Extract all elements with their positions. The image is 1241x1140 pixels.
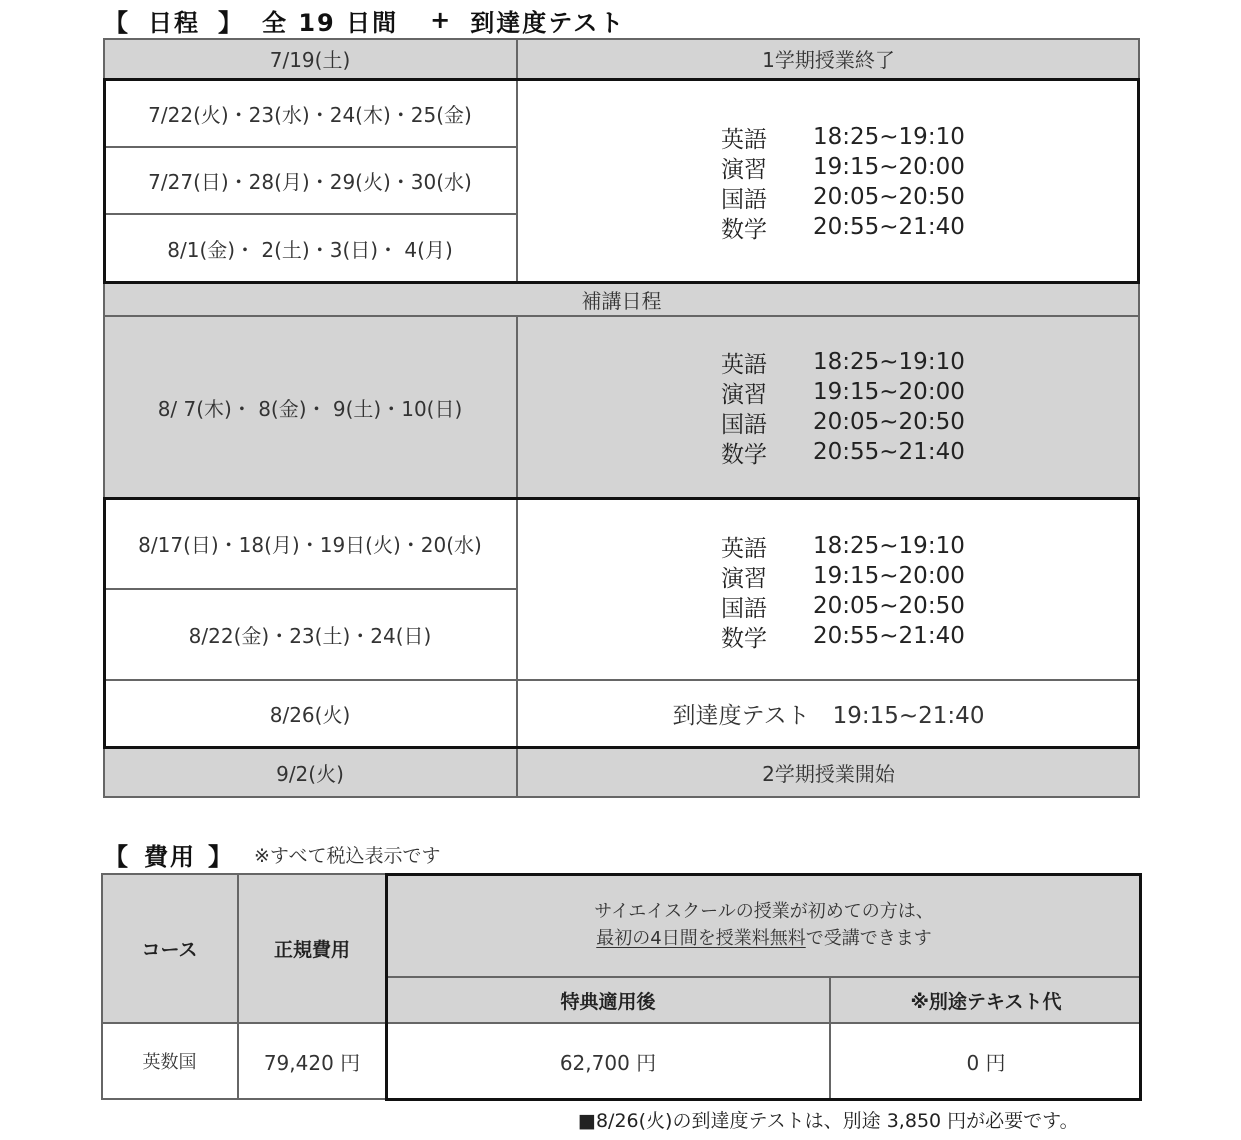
timetable-row bbox=[721, 621, 965, 651]
subject-english: 英語 bbox=[721, 535, 767, 562]
cost-bracket-open: 【 bbox=[104, 842, 130, 871]
cost-border-left bbox=[101, 873, 103, 1100]
test-fee-note-text: ■8/26(火)の到達度テストは、別途 3,850 円が必要です。 bbox=[578, 1109, 1079, 1132]
block1-date-1-text: 7/22(火)・23(水)・24(木)・25(金) bbox=[148, 102, 472, 127]
timetable-row bbox=[721, 591, 965, 621]
time-japanese: 20:05~20:50 bbox=[813, 593, 965, 619]
col-after-header bbox=[386, 977, 830, 1023]
makeup-label-cell bbox=[103, 282, 1140, 316]
subject-english: 英語 bbox=[721, 351, 767, 378]
promo-line2-rest: で受講できます bbox=[805, 928, 932, 949]
block1-timetable bbox=[721, 122, 965, 242]
timetable-row bbox=[721, 182, 965, 212]
subject-math: 数学 bbox=[721, 216, 767, 243]
regular-cell bbox=[238, 1023, 386, 1099]
heading-bracket-open: 【 bbox=[104, 8, 130, 37]
start-term-desc-cell bbox=[517, 747, 1140, 797]
start-term-desc: 2学期授業開始 bbox=[762, 761, 895, 786]
test-date: 8/26(火) bbox=[269, 703, 351, 727]
col-regular-header bbox=[238, 873, 386, 1023]
block1-date-2-text: 7/27(日)・28(月)・29(火)・30(水) bbox=[148, 170, 472, 194]
block3-date-2-text: 8/22(金)・23(土)・24(日) bbox=[188, 624, 432, 648]
schedule-total-days: 全 19 日間 bbox=[262, 8, 399, 37]
text-cell bbox=[830, 1023, 1142, 1099]
promo-line1: サイエイスクールの授業が初めての方は、 bbox=[594, 901, 934, 922]
block1-date-2 bbox=[103, 147, 517, 214]
block2-date bbox=[103, 316, 517, 498]
subject-japanese: 国語 bbox=[721, 595, 767, 622]
timetable-row bbox=[721, 437, 965, 467]
col-divider-top bbox=[516, 38, 518, 282]
cost-title: 費用 bbox=[144, 842, 196, 871]
subject-japanese: 国語 bbox=[721, 411, 767, 438]
end-term-desc: 1学期授業終了 bbox=[762, 48, 895, 72]
row-divider bbox=[103, 213, 517, 215]
block2-date-text: 8/ 7(木)・ 8(金)・ 9(土)・10(日) bbox=[157, 396, 463, 421]
plus-sign: + bbox=[430, 6, 453, 34]
block3-date-2 bbox=[103, 589, 517, 680]
schedule-table bbox=[103, 38, 1140, 798]
cost-row-divider bbox=[101, 1022, 1142, 1024]
block1-date-3-text: 8/1(金)・ 2(土)・3(日)・ 4(月) bbox=[167, 237, 453, 262]
timetable-row bbox=[721, 152, 965, 182]
start-term-date-cell bbox=[103, 747, 517, 797]
timetable-row bbox=[721, 407, 965, 437]
block1-date-1 bbox=[103, 79, 517, 147]
timetable-row bbox=[721, 531, 965, 561]
heading-bracket-close: 】 bbox=[218, 8, 244, 37]
time-math: 20:55~21:40 bbox=[813, 214, 965, 240]
cost-col-divider bbox=[829, 977, 831, 1100]
course-cell bbox=[101, 1023, 238, 1099]
time-practice: 19:15~20:00 bbox=[813, 563, 965, 589]
block3-date-1 bbox=[103, 498, 517, 589]
row-divider bbox=[103, 588, 517, 590]
test-desc-cell bbox=[517, 680, 1140, 747]
time-japanese: 20:05~20:50 bbox=[813, 409, 965, 435]
row-divider bbox=[103, 679, 1140, 681]
cost-border-bottom bbox=[101, 1098, 1142, 1100]
col-course-header bbox=[101, 873, 238, 1023]
col-course-label: コース bbox=[141, 938, 198, 961]
time-english: 18:25~19:10 bbox=[813, 124, 965, 150]
timetable-row bbox=[721, 122, 965, 152]
cost-col-divider bbox=[237, 873, 239, 1100]
tax-note: ※すべて税込表示です bbox=[254, 844, 441, 867]
timetable-row bbox=[721, 377, 965, 407]
schedule-extra: 到達度テスト bbox=[470, 8, 626, 37]
subject-math: 数学 bbox=[721, 625, 767, 652]
promo-free-offer: 最初の4日間を授業料無料 bbox=[596, 928, 806, 949]
subject-math: 数学 bbox=[721, 441, 767, 468]
subject-practice: 演習 bbox=[721, 381, 767, 408]
col-divider-bottom bbox=[516, 316, 518, 798]
after-cell bbox=[386, 1023, 830, 1099]
time-english: 18:25~19:10 bbox=[813, 349, 965, 375]
time-math: 20:55~21:40 bbox=[813, 439, 965, 465]
end-term-date-cell bbox=[103, 38, 517, 79]
promo-line2 bbox=[596, 925, 931, 952]
col-after-label: 特典適用後 bbox=[560, 990, 656, 1013]
cost-row-divider bbox=[386, 976, 1142, 978]
time-math: 20:55~21:40 bbox=[813, 623, 965, 649]
table-border-left bbox=[103, 38, 105, 798]
block2-timetable bbox=[721, 347, 965, 467]
end-term-desc-cell bbox=[517, 38, 1140, 79]
col-text-label: ※別途テキスト代 bbox=[910, 990, 1062, 1013]
time-english: 18:25~19:10 bbox=[813, 533, 965, 559]
row-divider bbox=[103, 146, 517, 148]
subject-english: 英語 bbox=[721, 126, 767, 153]
timetable-row bbox=[721, 561, 965, 591]
schedule-title: 日程 bbox=[148, 8, 200, 37]
table-border-bottom bbox=[103, 796, 1140, 798]
test-desc: 到達度テスト 19:15~21:40 bbox=[672, 703, 985, 729]
col-regular-label: 正規費用 bbox=[273, 938, 350, 961]
subject-japanese: 国語 bbox=[721, 186, 767, 213]
start-term-date: 9/2(火) bbox=[276, 761, 344, 786]
text-value: 0 円 bbox=[966, 1050, 1006, 1075]
block3-date-1-text: 8/17(日)・18(月)・19日(火)・20(水) bbox=[138, 533, 482, 557]
block1-date-3 bbox=[103, 214, 517, 282]
test-fee-note bbox=[578, 1104, 1079, 1134]
schedule-heading bbox=[104, 4, 625, 36]
test-date-cell bbox=[103, 680, 517, 747]
timetable-row bbox=[721, 347, 965, 377]
subject-practice: 演習 bbox=[721, 565, 767, 592]
cost-border-top bbox=[101, 873, 1142, 875]
table-border-top bbox=[103, 38, 1140, 40]
subject-practice: 演習 bbox=[721, 156, 767, 183]
course-value: 英数国 bbox=[142, 1052, 197, 1073]
makeup-label: 補講日程 bbox=[581, 288, 662, 313]
col-text-header bbox=[830, 977, 1142, 1023]
cost-bracket-close: 】 bbox=[208, 842, 234, 871]
cost-heading bbox=[104, 838, 441, 870]
after-value: 62,700 円 bbox=[559, 1050, 657, 1075]
time-practice: 19:15~20:00 bbox=[813, 154, 965, 180]
cost-table bbox=[101, 873, 1142, 1101]
time-japanese: 20:05~20:50 bbox=[813, 184, 965, 210]
table-border-right bbox=[1138, 38, 1140, 798]
block3-timetable bbox=[721, 531, 965, 651]
row-divider bbox=[103, 315, 1140, 317]
regular-value: 79,420 円 bbox=[263, 1050, 361, 1075]
end-term-date: 7/19(土) bbox=[269, 48, 351, 72]
time-practice: 19:15~20:00 bbox=[813, 379, 965, 405]
promo-header bbox=[386, 873, 1142, 977]
cost-col-divider bbox=[385, 873, 387, 1100]
timetable-row bbox=[721, 212, 965, 242]
